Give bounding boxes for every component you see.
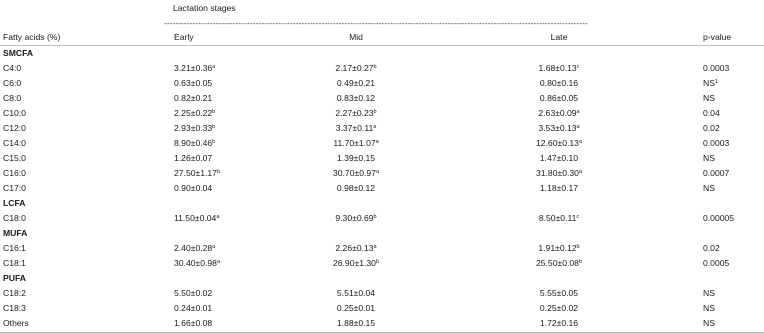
p-value-cell-value: NS xyxy=(703,318,715,328)
mid-value-cell xyxy=(316,304,396,313)
table-row xyxy=(0,301,764,316)
early-value-cell-value: 1.66±0.08 xyxy=(174,318,213,328)
p-value-cell xyxy=(703,214,734,223)
early-value-cell-superscript: b xyxy=(212,124,216,130)
late-value-cell-value: 1.68±0.13 xyxy=(538,63,577,73)
early-value-cell-value: 8.90±0.46 xyxy=(174,138,213,148)
lactation-stages-heading: Lactation stages xyxy=(173,3,236,13)
mid-value-cell-value: 0.49±0.21 xyxy=(336,78,376,88)
p-value-cell-value: NS xyxy=(703,183,715,193)
late-value-cell xyxy=(519,244,599,253)
fatty-acid-label: C8:0 xyxy=(3,93,22,103)
p-value-cell xyxy=(703,244,720,253)
early-value-cell xyxy=(174,109,215,118)
mid-value-cell-value: 26.90±1.30 xyxy=(332,258,376,268)
table-row xyxy=(0,106,764,121)
mid-value-cell-value: 0.83±0.12 xyxy=(336,93,376,103)
p-value-cell-value: NS xyxy=(703,153,715,163)
early-value-cell-value: 27.50±1.17 xyxy=(174,168,217,178)
mid-value-cell-superscript: a xyxy=(375,139,379,145)
late-value-cell-value: 1.91±0.12 xyxy=(538,243,577,253)
mid-value-cell-superscript: b xyxy=(375,259,379,265)
mid-value-cell xyxy=(316,289,396,298)
early-value-cell-superscript: a xyxy=(216,259,221,265)
mid-value-cell xyxy=(316,124,396,133)
mid-value-cell-value: 5.51±0.04 xyxy=(336,288,376,298)
p-value-cell xyxy=(703,139,729,148)
mid-value-cell xyxy=(316,94,396,103)
p-value-cell xyxy=(703,94,715,103)
early-value-cell-value: 2.93±0.33 xyxy=(174,123,213,133)
p-value-cell xyxy=(703,64,729,73)
late-value-cell xyxy=(519,109,599,118)
early-value-cell-value: 0.24±0.01 xyxy=(174,303,213,313)
late-value-cell xyxy=(519,259,599,268)
table-row xyxy=(0,76,764,91)
p-value-cell xyxy=(703,169,729,178)
late-value-cell-value: 8.50±0.11 xyxy=(538,213,577,223)
early-value-cell-superscript: a xyxy=(212,244,216,250)
column-header-mid: Mid xyxy=(349,32,363,42)
section-heading: SMCFA xyxy=(3,48,34,58)
mid-value-cell xyxy=(316,79,396,88)
late-value-cell-value: 1.18±0.17 xyxy=(539,183,579,193)
late-value-cell xyxy=(519,64,599,73)
mid-value-cell-value: 3.37±0.11 xyxy=(335,123,374,133)
early-value-cell xyxy=(174,154,212,163)
late-value-cell-value: 31.80±0.30 xyxy=(535,168,579,178)
mid-value-cell-value: 9.30±0.69 xyxy=(335,213,374,223)
early-value-cell xyxy=(174,244,215,253)
early-value-cell-value: 3.21±0.36 xyxy=(174,63,213,73)
section-heading: LCFA xyxy=(3,198,26,208)
fatty-acid-label: C18:1 xyxy=(3,258,26,268)
late-value-cell xyxy=(519,124,599,133)
early-value-cell xyxy=(174,259,220,268)
early-value-cell-superscript: a xyxy=(216,214,220,220)
column-header-p-value: p-value xyxy=(703,32,732,42)
fatty-acid-label: C18:0 xyxy=(3,213,26,223)
early-value-cell xyxy=(174,94,212,103)
late-value-cell xyxy=(519,304,599,313)
section-heading: MUFA xyxy=(3,228,28,238)
p-value-cell-value: 0.00005 xyxy=(703,213,735,223)
early-value-cell xyxy=(174,289,212,298)
mid-value-cell-value: 1.39±0.15 xyxy=(336,153,376,163)
column-header-late: Late xyxy=(550,32,568,42)
table-row xyxy=(0,181,764,196)
late-value-cell-value: 12.60±0.13 xyxy=(535,138,579,148)
late-value-cell-value: 3.53±0.13 xyxy=(538,123,577,133)
fatty-acid-label: C17:0 xyxy=(3,183,26,193)
column-header-early: Early xyxy=(174,32,194,42)
late-value-cell-superscript: b xyxy=(576,244,580,250)
late-value-cell xyxy=(519,169,599,178)
fatty-acid-label: C10:0 xyxy=(3,108,26,118)
early-value-cell-value: 2.25±0.22 xyxy=(174,108,213,118)
p-value-cell xyxy=(703,184,715,193)
mid-value-cell xyxy=(316,259,396,268)
mid-value-cell-superscript: a xyxy=(373,124,377,130)
early-value-cell xyxy=(174,304,212,313)
early-value-cell xyxy=(174,139,215,148)
early-value-cell-value: 0.90±0.04 xyxy=(174,183,213,193)
mid-value-cell-value: 2.26±0.13 xyxy=(335,243,374,253)
section-heading-row xyxy=(0,271,764,286)
early-value-cell-superscript: b xyxy=(212,109,216,115)
fatty-acid-label: Others xyxy=(3,318,29,328)
p-value-cell-value: 0.0005 xyxy=(703,258,730,268)
p-value-cell-value: 0.02 xyxy=(703,243,720,253)
lactation-stages-rule: ---------------------------------------------------------------------------------------------------------------------------------------------------- xyxy=(164,20,588,28)
late-value-cell-value: 1.72±0.16 xyxy=(539,318,579,328)
mid-value-cell xyxy=(316,319,396,328)
mid-value-cell-value: 1.88±0.15 xyxy=(336,318,376,328)
early-value-cell-superscript: b xyxy=(212,139,216,145)
fatty-acid-label: C15:0 xyxy=(3,153,26,163)
early-value-cell-value: 0.82±0.21 xyxy=(174,93,213,103)
mid-value-cell-value: 2.17±0.27 xyxy=(335,63,374,73)
table-row xyxy=(0,286,764,301)
late-value-cell xyxy=(519,289,599,298)
mid-value-cell xyxy=(316,244,396,253)
table-row xyxy=(0,121,764,136)
section-heading-row xyxy=(0,226,764,241)
p-value-cell xyxy=(703,319,715,328)
early-value-cell xyxy=(174,124,215,133)
early-value-cell-superscript: b xyxy=(216,169,221,175)
p-value-cell xyxy=(703,259,729,268)
fatty-acid-label: C16:0 xyxy=(3,168,26,178)
p-value-cell-value: NS xyxy=(703,93,715,103)
p-value-cell-value: NS xyxy=(703,303,715,313)
mid-value-cell-value: 11.70±1.07 xyxy=(333,138,376,148)
p-value-cell xyxy=(703,289,715,298)
table-row xyxy=(0,166,764,181)
fatty-acid-label: C16:1 xyxy=(3,243,26,253)
late-value-cell-value: 25.50±0.08 xyxy=(535,258,579,268)
p-value-cell xyxy=(703,154,715,163)
late-value-cell xyxy=(519,154,599,163)
fatty-acid-label: C18:2 xyxy=(3,288,26,298)
p-value-cell-value: 0.04 xyxy=(703,108,720,118)
table-row xyxy=(0,61,764,76)
fatty-acid-label: C4:0 xyxy=(3,63,22,73)
p-value-cell xyxy=(703,124,720,133)
late-value-cell xyxy=(519,79,599,88)
early-value-cell-value: 30.40±0.98 xyxy=(174,258,217,268)
table-row xyxy=(0,211,764,226)
late-value-cell xyxy=(519,94,599,103)
mid-value-cell-superscript: a xyxy=(373,244,377,250)
mid-value-cell xyxy=(316,154,396,163)
late-value-cell-superscript: a xyxy=(576,109,580,115)
early-value-cell xyxy=(174,214,219,223)
early-value-cell-value: 1.26±0.07 xyxy=(174,153,213,163)
early-value-cell-value: 0.63±0.05 xyxy=(174,78,213,88)
fatty-acid-label: C12:0 xyxy=(3,123,26,133)
late-value-cell-value: 0.80±0.16 xyxy=(539,78,579,88)
late-value-cell-value: 0.25±0.02 xyxy=(539,303,579,313)
early-value-cell xyxy=(174,184,212,193)
mid-value-cell-value: 0.98±0.12 xyxy=(336,183,376,193)
late-value-cell-superscript: a xyxy=(576,124,580,130)
late-value-cell xyxy=(519,184,599,193)
early-value-cell-value: 11.50±0.04 xyxy=(174,213,217,223)
mid-value-cell xyxy=(316,169,396,178)
late-value-cell xyxy=(519,214,599,223)
early-value-cell xyxy=(174,319,212,328)
p-value-cell-value: NS xyxy=(703,288,715,298)
late-value-cell-superscript: c xyxy=(576,64,580,70)
mid-value-cell-value: 30.70±0.97 xyxy=(332,168,376,178)
late-value-cell-value: 5.55±0.05 xyxy=(539,288,579,298)
late-value-cell-superscript: b xyxy=(578,259,582,265)
section-heading-row xyxy=(0,196,764,211)
mid-value-cell xyxy=(316,184,396,193)
table-row xyxy=(0,316,764,331)
mid-value-cell xyxy=(316,64,396,73)
late-value-cell-superscript: c xyxy=(576,214,580,220)
mid-value-cell-value: 2.27±0.23 xyxy=(335,108,374,118)
early-value-cell-value: 2.40±0.28 xyxy=(174,243,213,253)
table-row xyxy=(0,256,764,271)
p-value-cell-superscript: 1 xyxy=(714,79,719,85)
section-heading-row xyxy=(0,46,764,61)
mid-value-cell xyxy=(316,109,396,118)
table-row xyxy=(0,91,764,106)
p-value-cell xyxy=(703,304,715,313)
column-header-fatty-acids: Fatty acids (%) xyxy=(3,32,61,42)
late-value-cell-superscript: a xyxy=(578,169,582,175)
p-value-cell-value: 0.0007 xyxy=(703,168,730,178)
mid-value-cell-superscript: b xyxy=(373,64,377,70)
table-row xyxy=(0,136,764,151)
early-value-cell xyxy=(174,79,212,88)
early-value-cell xyxy=(174,169,220,178)
mid-value-cell-superscript: a xyxy=(375,169,379,175)
section-heading: PUFA xyxy=(3,273,26,283)
late-value-cell-value: 1.47±0.10 xyxy=(539,153,579,163)
mid-value-cell-value: 0.25±0.01 xyxy=(336,303,376,313)
fatty-acid-label: C18:3 xyxy=(3,303,26,313)
p-value-cell-value: NS xyxy=(703,78,715,88)
p-value-cell xyxy=(703,79,718,88)
early-value-cell xyxy=(174,64,215,73)
late-value-cell-value: 2.63±0.09 xyxy=(538,108,577,118)
fatty-acid-label: C14:0 xyxy=(3,138,26,148)
p-value-cell-value: 0.0003 xyxy=(703,63,730,73)
late-value-cell xyxy=(519,319,599,328)
late-value-cell-superscript: a xyxy=(578,139,582,145)
table-row xyxy=(0,241,764,256)
late-value-cell-value: 0.86±0.05 xyxy=(539,93,579,103)
table-row xyxy=(0,151,764,166)
mid-value-cell xyxy=(316,214,396,223)
p-value-cell-value: 0.02 xyxy=(703,123,720,133)
fatty-acid-label: C6:0 xyxy=(3,78,22,88)
p-value-cell xyxy=(703,109,720,118)
p-value-cell-value: 0.0003 xyxy=(703,138,730,148)
mid-value-cell xyxy=(316,139,396,148)
mid-value-cell-superscript: b xyxy=(373,109,377,115)
late-value-cell xyxy=(519,139,599,148)
early-value-cell-value: 5.50±0.02 xyxy=(174,288,213,298)
early-value-cell-superscript: a xyxy=(212,64,216,70)
mid-value-cell-superscript: b xyxy=(373,214,377,220)
